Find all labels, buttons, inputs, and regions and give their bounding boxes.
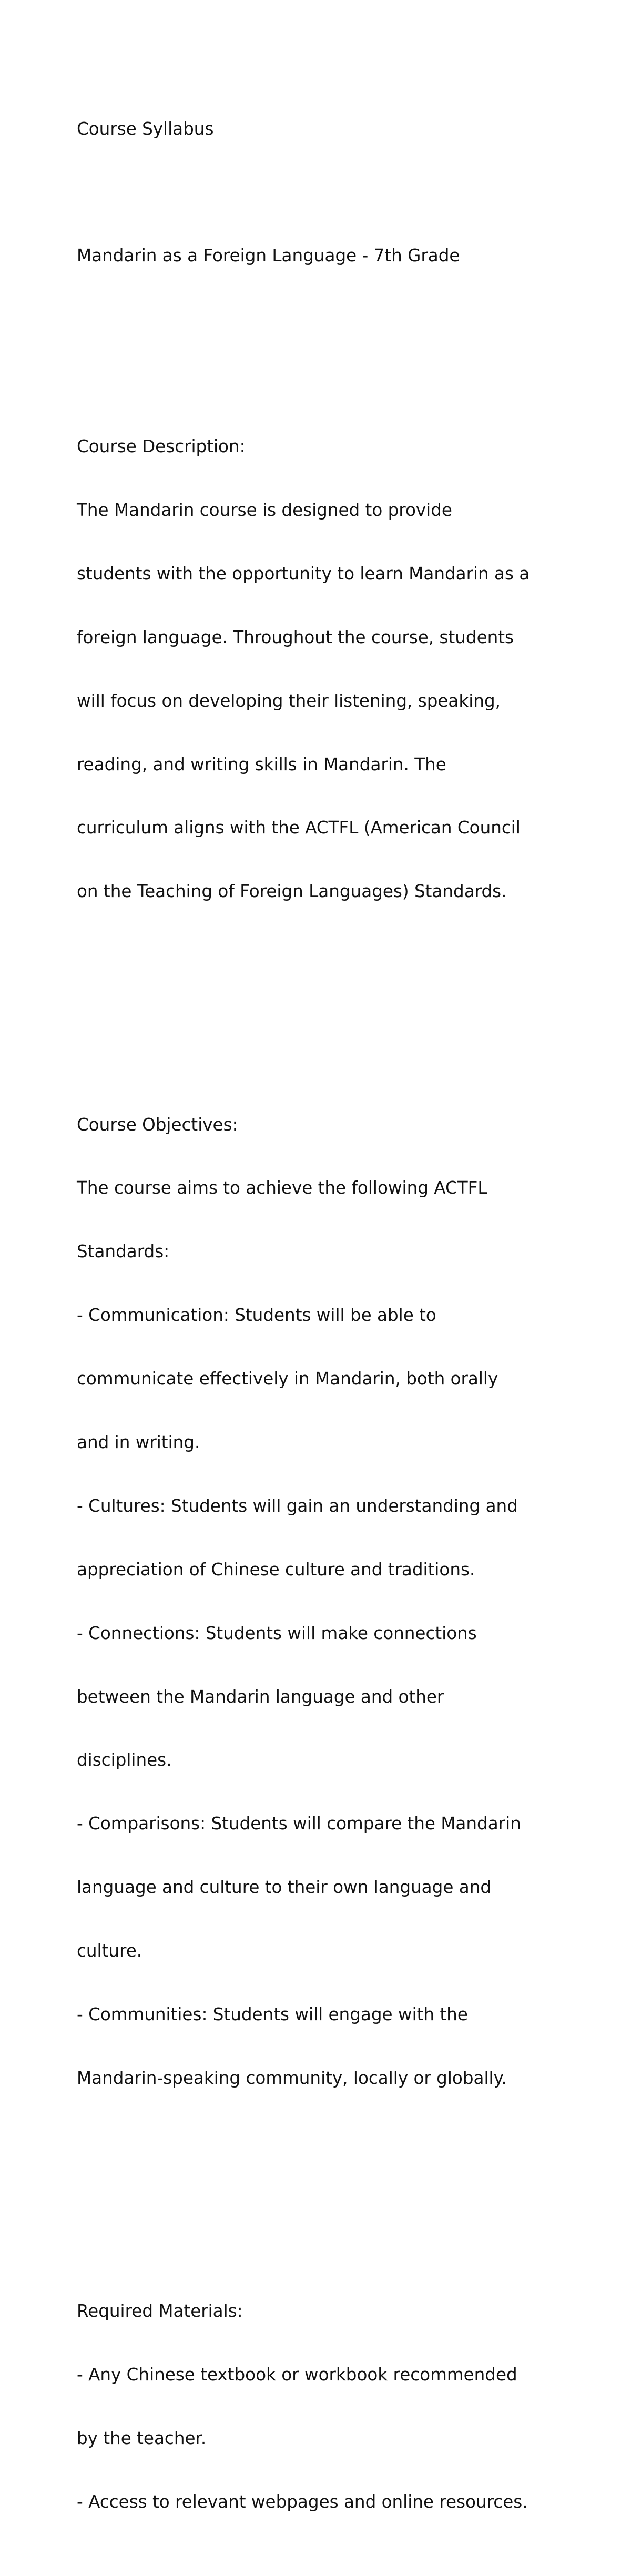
objectives-section (77, 1072, 582, 2131)
spacer (77, 2173, 582, 2194)
objectives-line: Standards: (77, 1241, 170, 1262)
objectives-line: disciplines. (77, 1750, 172, 1770)
materials-line: by the teacher. (77, 2428, 207, 2448)
objectives-line: communicate effectively in Mandarin, both orally (77, 1369, 498, 1389)
objectives-line: appreciation of Chinese culture and traditions. (77, 1559, 475, 1580)
objectives-line: and in writing. (77, 1432, 200, 1452)
objectives-heading: Course Objectives: (77, 1114, 238, 1135)
document-page (77, 76, 582, 2576)
description-line: curriculum aligns with the ACTFL (American Council (77, 818, 521, 838)
objectives-line: language and culture to their own language and (77, 1877, 492, 1898)
materials-line: - Access to relevant webpages and online resources. (77, 2491, 528, 2512)
document-title: Course Syllabus (77, 118, 214, 139)
objectives-line: - Communication: Students will be able to (77, 1305, 436, 1326)
description-line: students with the opportunity to learn Mandarin as a (77, 563, 530, 584)
spacer (77, 309, 582, 330)
objectives-line: - Communities: Students will engage with the (77, 2004, 468, 2025)
materials-line: - Any Chinese textbook or workbook recommended (77, 2365, 517, 2385)
description-line: will focus on developing their listening, speaking, (77, 690, 501, 711)
spacer (77, 987, 582, 1008)
objectives-line: between the Mandarin language and other (77, 1686, 444, 1707)
description-section (77, 393, 582, 944)
description-heading: Course Description: (77, 436, 246, 457)
objectives-line: Mandarin-speaking community, locally or globally. (77, 2068, 507, 2088)
spacer (77, 181, 582, 202)
objectives-line: culture. (77, 1941, 143, 1961)
objectives-line: - Comparisons: Students will compare the Mandarin (77, 1814, 521, 1834)
materials-heading: Required Materials: (77, 2301, 243, 2322)
objectives-line: The course aims to achieve the following ACTFL (77, 1178, 487, 1198)
description-line: foreign language. Throughout the course, students (77, 627, 514, 647)
description-line: reading, and writing skills in Mandarin. The (77, 754, 446, 775)
course-name: Mandarin as a Foreign Language - 7th Grade (77, 246, 460, 266)
materials-section (77, 2258, 582, 2555)
description-line: The Mandarin course is designed to provide (77, 500, 452, 520)
objectives-line: - Connections: Students will make connections (77, 1623, 477, 1643)
objectives-line: - Cultures: Students will gain an understanding and (77, 1495, 518, 1516)
description-line: on the Teaching of Foreign Languages) Standards. (77, 881, 507, 902)
